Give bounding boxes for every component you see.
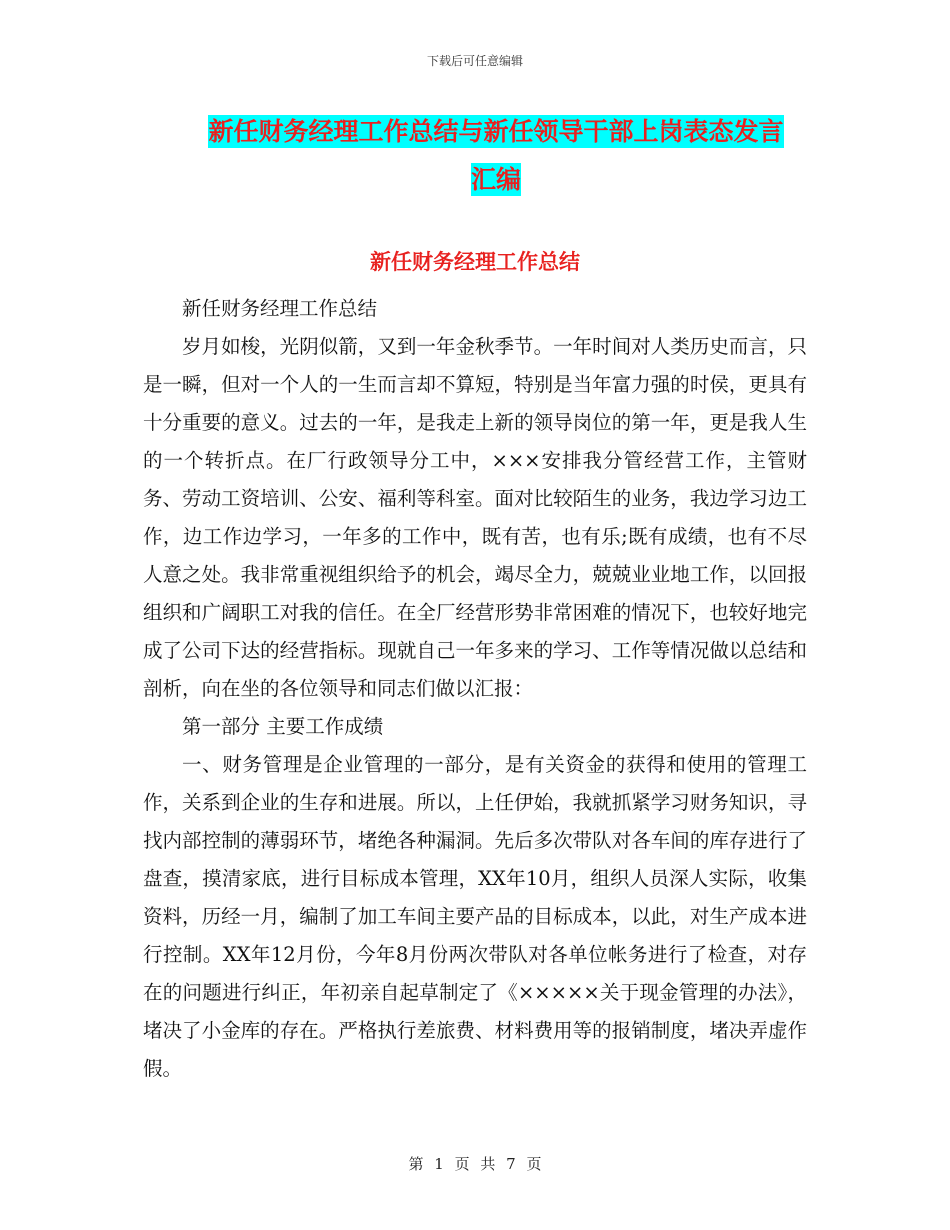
page-footer: 第 1 页 共 7 页 (408, 1155, 542, 1173)
paragraph-part-heading: 第一部分 主要工作成绩 (182, 715, 384, 738)
paragraph-intro: 岁月如梭，光阴似箭，又到一年金秋季节。一年时间对人类历史而言，只是一瞬，但对一个人的一生而言却不算短，特别是当年富力强的时侯，更具有十分重要的意义。过去的一年，是我走上新的领导岗位的第一年，更是我人生的一个转折点。在厂行政领导分工中，×××安排我分管经营工作，主管财务、劳动工资培训、公安、福利等科室。面对比较陌生的业务，我边学习边工作，边工作边学习，一年多的工作中，既有苦，也有乐;既有成绩，也有不尽人意之处。我非常重视组织给予的机会，竭尽全力，兢兢业业地工作，以回报组织和广阔职工对我的信任。在全厂经营形势非常困难的情况下，也较好地完成了公司下达的经营指标。现就自己一年多来的学习、工作等情况做以总结和剖析，向在坐的各位领导和同志们做以汇报： (143, 335, 807, 700)
page-header-note: 下载后可任意编辑 (426, 54, 523, 68)
document-title (190, 108, 802, 204)
paragraph-finance-management: 一、财务管理是企业管理的一部分，是有关资金的获得和使用的管理工作，关系到企业的生存和进展。所以，上任伊始，我就抓紧学习财务知识，寻找内部控制的薄弱环节，堵绝各种漏洞。先后多次带队对各车间的库存进行了盘查，摸清家底，进行目标成本管理，XX年10月，组织人员深人实际，收集资料，历经一月，编制了加工车间主要产品的目标成本，以此，对生产成本进行控制。XX年12月份，今年8月份两次带队对各单位帐务进行了检查，对存在的问题进行纠正，年初亲自起草制定了《×××××关于现金管理的办法》，堵决了小金库的存在。严格执行差旅费、材料费用等的报销制度，堵决弄虚作假。 (143, 753, 807, 1080)
title-line-1: 新任财务经理工作总结与新任领导干部上岗表态发言 (208, 117, 784, 146)
paragraph-subtitle: 新任财务经理工作总结 (182, 297, 378, 320)
section-title: 新任财务经理工作总结 (370, 249, 580, 274)
body-text (143, 290, 807, 1088)
title-line-2: 汇编 (470, 165, 521, 194)
